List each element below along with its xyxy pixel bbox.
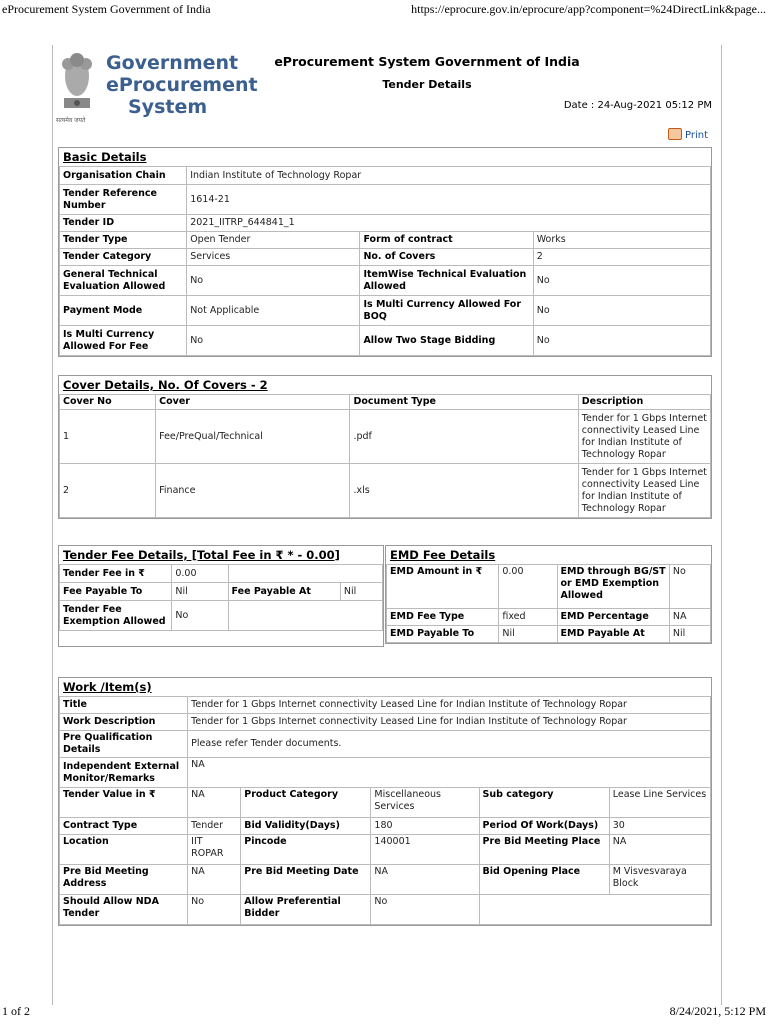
pincode-label: Pincode xyxy=(241,835,371,865)
location-value: IIT ROPAR xyxy=(188,835,241,865)
description-cell: Tender for 1 Gbps Internet connectivity Leased Line for Indian Institute of Technology Ropar xyxy=(578,464,710,518)
print-label: Print xyxy=(684,130,708,141)
tender-id-label: Tender ID xyxy=(60,215,187,232)
boq-value: No xyxy=(533,296,710,326)
table-row xyxy=(60,215,711,232)
pre-bid-place-value: NA xyxy=(609,835,710,865)
fee-payable-at-value: Nil xyxy=(340,583,382,601)
work-description-label: Work Description xyxy=(60,714,188,731)
product-category-label: Product Category xyxy=(241,788,371,818)
emd-payable-to-value: Nil xyxy=(499,626,557,643)
tender-fee-label: Tender Fee in ₹ xyxy=(60,565,172,583)
contract-form-label: Form of contract xyxy=(360,232,533,249)
org-chain-value: Indian Institute of Technology Ropar xyxy=(187,167,711,185)
pre-bid-address-label: Pre Bid Meeting Address xyxy=(60,865,188,895)
tender-ref-label: Tender Reference Number xyxy=(60,185,187,215)
work-title-value: Tender for 1 Gbps Internet connectivity Leased Line for Indian Institute of Technology Ropar xyxy=(188,697,711,714)
work-items-table xyxy=(59,696,711,925)
table-row xyxy=(60,788,711,818)
table-row xyxy=(60,464,711,518)
table-row xyxy=(60,818,711,835)
work-period-label: Period Of Work(Days) xyxy=(479,818,609,835)
page-number: 1 of 2 xyxy=(2,1004,30,1018)
print-button[interactable] xyxy=(668,128,708,141)
preferential-bidder-value: No xyxy=(371,895,479,925)
empty-cell xyxy=(228,565,382,583)
empty-cell xyxy=(479,895,710,925)
pre-bid-address-value: NA xyxy=(188,865,241,895)
table-row xyxy=(60,232,711,249)
prequal-label: Pre Qualification Details xyxy=(60,731,188,758)
fee-exemption-label: Tender Fee Exemption Allowed xyxy=(60,601,172,631)
bid-validity-value: 180 xyxy=(371,818,479,835)
page-title: eProcurement System Government of India xyxy=(274,54,580,69)
tender-type-label: Tender Type xyxy=(60,232,187,249)
table-row xyxy=(60,296,711,326)
sub-category-value: Lease Line Services xyxy=(609,788,710,818)
tender-fee-table xyxy=(59,564,383,631)
work-items-section xyxy=(58,677,712,926)
table-row xyxy=(60,167,711,185)
description-header: Description xyxy=(578,395,710,410)
ite-value: No xyxy=(533,266,710,296)
table-row xyxy=(60,249,711,266)
print-header-url: https://eprocure.gov.in/eprocure/app?component=%24DirectLink&page... xyxy=(411,2,766,16)
fee-mc-value: No xyxy=(187,326,360,356)
table-row xyxy=(387,626,711,643)
pre-bid-date-value: NA xyxy=(371,865,479,895)
gte-label: General Technical Evaluation Allowed xyxy=(60,266,187,296)
table-row xyxy=(60,835,711,865)
emd-percentage-label: EMD Percentage xyxy=(557,609,669,626)
table-row xyxy=(387,565,711,609)
two-stage-value: No xyxy=(533,326,710,356)
pre-bid-place-label: Pre Bid Meeting Place xyxy=(479,835,609,865)
bid-opening-place-value: M Visvesvaraya Block xyxy=(609,865,710,895)
emd-fee-type-value: fixed xyxy=(499,609,557,626)
iem-value: NA xyxy=(188,758,711,788)
nda-label: Should Allow NDA Tender xyxy=(60,895,188,925)
report-date: Date : 24-Aug-2021 05:12 PM xyxy=(563,100,712,111)
emd-bg-label: EMD through BG/ST or EMD Exemption Allowed xyxy=(557,565,669,609)
two-stage-label: Allow Two Stage Bidding xyxy=(360,326,533,356)
nda-value: No xyxy=(188,895,241,925)
emd-fee-title: EMD Fee Details xyxy=(390,548,496,562)
work-period-value: 30 xyxy=(609,818,710,835)
emd-bg-value: No xyxy=(669,565,710,609)
emd-fee-table xyxy=(386,564,711,643)
gepnic-logo xyxy=(56,48,258,128)
table-row xyxy=(60,326,711,356)
basic-details-table xyxy=(59,166,711,356)
tender-ref-value: 1614-21 xyxy=(187,185,711,215)
fee-payable-to-label: Fee Payable To xyxy=(60,583,172,601)
cover-details-section xyxy=(58,375,712,519)
fee-exemption-value: No xyxy=(172,601,228,631)
cover-cell: Fee/PreQual/Technical xyxy=(156,410,350,464)
emd-payable-at-label: EMD Payable At xyxy=(557,626,669,643)
tender-category-label: Tender Category xyxy=(60,249,187,266)
covers-value: 2 xyxy=(533,249,710,266)
table-row xyxy=(387,609,711,626)
covers-label: No. of Covers xyxy=(360,249,533,266)
emd-amount-value: 0.00 xyxy=(499,565,557,609)
document-type-cell: .xls xyxy=(350,464,578,518)
location-label: Location xyxy=(60,835,188,865)
table-row xyxy=(60,731,711,758)
fee-payable-at-label: Fee Payable At xyxy=(228,583,340,601)
bid-opening-place-label: Bid Opening Place xyxy=(479,865,609,895)
table-row xyxy=(60,185,711,215)
work-title-label: Title xyxy=(60,697,188,714)
contract-type-value: Tender xyxy=(188,818,241,835)
emd-payable-to-label: EMD Payable To xyxy=(387,626,499,643)
description-cell: Tender for 1 Gbps Internet connectivity Leased Line for Indian Institute of Technology Ropar xyxy=(578,410,710,464)
payment-mode-label: Payment Mode xyxy=(60,296,187,326)
work-items-title: Work /Item(s) xyxy=(63,680,152,694)
boq-label: Is Multi Currency Allowed For BOQ xyxy=(360,296,533,326)
emd-amount-label: EMD Amount in ₹ xyxy=(387,565,499,609)
document-type-cell: .pdf xyxy=(350,410,578,464)
document-type-header: Document Type xyxy=(350,395,578,410)
emblem-motto: सत्यमेव जयते xyxy=(56,117,86,124)
logo-line-3: System xyxy=(128,96,208,118)
page-subtitle: Tender Details xyxy=(382,78,472,91)
logo-text xyxy=(106,52,258,118)
table-row xyxy=(60,565,383,583)
cover-details-table xyxy=(59,394,711,518)
tender-value-value: NA xyxy=(188,788,241,818)
payment-mode-value: Not Applicable xyxy=(187,296,360,326)
basic-details-title: Basic Details xyxy=(63,150,147,164)
sub-category-label: Sub category xyxy=(479,788,609,818)
cover-details-title: Cover Details, No. Of Covers - 2 xyxy=(63,378,268,392)
cover-no-cell: 1 xyxy=(60,410,156,464)
cover-no-cell: 2 xyxy=(60,464,156,518)
work-description-value: Tender for 1 Gbps Internet connectivity Leased Line for Indian Institute of Technology Ropar xyxy=(188,714,711,731)
emd-percentage-value: NA xyxy=(669,609,710,626)
contract-form-value: Works xyxy=(533,232,710,249)
national-emblem-icon xyxy=(56,48,98,116)
table-header-row xyxy=(60,395,711,410)
table-row xyxy=(60,601,383,631)
tender-category-value: Services xyxy=(187,249,360,266)
org-chain-label: Organisation Chain xyxy=(60,167,187,185)
contract-type-label: Contract Type xyxy=(60,818,188,835)
product-category-value: Miscellaneous Services xyxy=(371,788,479,818)
basic-details-section xyxy=(58,147,712,357)
tender-type-value: Open Tender xyxy=(187,232,360,249)
print-datetime: 8/24/2021, 5:12 PM xyxy=(669,1004,766,1018)
table-row xyxy=(60,895,711,925)
table-row xyxy=(60,714,711,731)
cover-no-header: Cover No xyxy=(60,395,156,410)
pre-bid-date-label: Pre Bid Meeting Date xyxy=(241,865,371,895)
bid-validity-label: Bid Validity(Days) xyxy=(241,818,371,835)
table-row xyxy=(60,410,711,464)
table-row xyxy=(60,758,711,788)
print-header-title: eProcurement System Government of India xyxy=(2,2,211,16)
tender-fee-section xyxy=(58,545,384,647)
table-row xyxy=(60,865,711,895)
tender-fee-title: Tender Fee Details, [Total Fee in ₹ * - 0.00] xyxy=(63,548,340,562)
empty-cell xyxy=(228,601,382,631)
tender-value-label: Tender Value in ₹ xyxy=(60,788,188,818)
emd-fee-type-label: EMD Fee Type xyxy=(387,609,499,626)
table-row xyxy=(60,697,711,714)
logo-line-2: eProcurement xyxy=(106,74,258,96)
cover-header: Cover xyxy=(156,395,350,410)
tender-fee-value: 0.00 xyxy=(172,565,228,583)
gte-value: No xyxy=(187,266,360,296)
print-header xyxy=(2,2,766,18)
iem-label: Independent External Monitor/Remarks xyxy=(60,758,188,788)
logo-line-1: Government xyxy=(106,52,239,74)
printer-icon xyxy=(668,128,682,140)
fee-payable-to-value: Nil xyxy=(172,583,228,601)
prequal-value: Please refer Tender documents. xyxy=(188,731,711,758)
table-row xyxy=(60,583,383,601)
table-row xyxy=(60,266,711,296)
emd-fee-section xyxy=(385,545,712,644)
pincode-value: 140001 xyxy=(371,835,479,865)
cover-cell: Finance xyxy=(156,464,350,518)
preferential-bidder-label: Allow Preferential Bidder xyxy=(241,895,371,925)
ite-label: ItemWise Technical Evaluation Allowed xyxy=(360,266,533,296)
print-footer xyxy=(2,1004,766,1020)
tender-id-value: 2021_IITRP_644841_1 xyxy=(187,215,711,232)
emd-payable-at-value: Nil xyxy=(669,626,710,643)
fee-mc-label: Is Multi Currency Allowed For Fee xyxy=(60,326,187,356)
